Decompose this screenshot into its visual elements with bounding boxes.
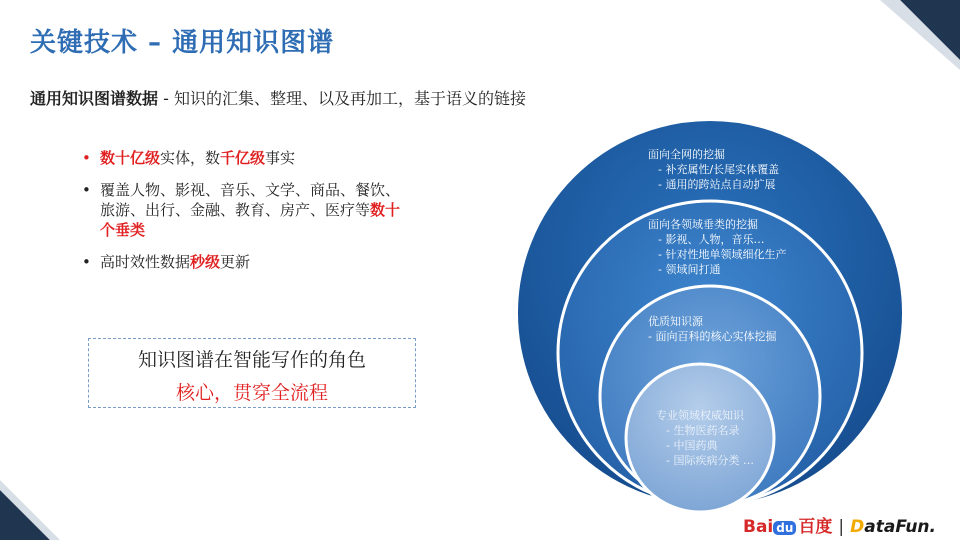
- circle-title: 优质知识源: [648, 315, 703, 328]
- role-subtitle: 核心，贯穿全流程: [175, 382, 328, 404]
- datafun-logo: [850, 517, 936, 537]
- circle-item: - 通用的跨站点自动扩展: [658, 178, 776, 191]
- role-title: 知识图谱在智能写作的角色: [137, 349, 366, 371]
- baidu-logo: Bai: [743, 517, 774, 537]
- highlight-text: 千亿级: [220, 149, 266, 167]
- corner-decoration-bottom-left: [0, 470, 70, 540]
- circle-item: - 针对性地单领域细化生产: [658, 248, 787, 261]
- bullet-item: [82, 252, 412, 272]
- circle-item: - 国际疾病分类 …: [666, 454, 754, 467]
- circle-item: - 生物医药名录: [666, 424, 740, 437]
- circle-inner-text: [656, 408, 754, 468]
- datafun-logo-d: D: [850, 517, 865, 537]
- circle-item: - 补充属性/长尾实体覆盖: [658, 163, 780, 176]
- highlight-text: 数十亿级: [100, 149, 161, 167]
- role-box: [88, 338, 416, 408]
- bullet-text: 覆盖人物、影视、音乐、文学、商品、餐饮、旅游、出行、金融、教育、房产、医疗等: [100, 181, 401, 219]
- page-title: 关键技术 – 通用知识图谱: [30, 28, 335, 58]
- logo-separator: |: [838, 517, 845, 537]
- circle-title: 面向各领域垂类的挖掘: [648, 218, 758, 231]
- subtitle-rest: - 知识的汇集、整理、以及再加工，基于语义的链接: [158, 89, 526, 108]
- bullet-text: 更新: [220, 253, 251, 271]
- circle-title: 面向全网的挖掘: [648, 148, 725, 161]
- circle-item: - 中国药典: [666, 439, 718, 452]
- footer-logos: [743, 512, 936, 537]
- circle-item: - 领域间打通: [658, 263, 721, 276]
- baidu-logo-cn: 百度: [798, 517, 833, 537]
- highlight-text: 秒级: [190, 253, 221, 271]
- subtitle-bold: 通用知识图谱数据: [30, 89, 159, 108]
- circle-second-text: [648, 217, 786, 277]
- datafun-logo-text: ataFun.: [864, 517, 936, 537]
- highlight-text: 数十个垂类: [100, 201, 401, 239]
- circle-item: - 影视、人物，音乐…: [658, 233, 765, 246]
- bullet-item: [82, 148, 412, 168]
- bullet-text: 事实: [265, 149, 296, 167]
- baidu-paw-icon: du: [773, 521, 796, 535]
- bullet-text: 高时效性数据: [100, 253, 191, 271]
- bullet-item: [82, 180, 412, 240]
- corner-decoration-top-right: [880, 0, 960, 70]
- bullet-text: 实体，数: [160, 149, 221, 167]
- bullet-list: [82, 148, 412, 284]
- circle-third-text: [648, 314, 776, 344]
- subtitle: [30, 86, 526, 109]
- circle-item: - 面向百科的核心实体挖掘: [648, 330, 777, 343]
- circle-outer-text: [648, 147, 779, 192]
- circle-title: 专业领域权威知识: [656, 409, 744, 422]
